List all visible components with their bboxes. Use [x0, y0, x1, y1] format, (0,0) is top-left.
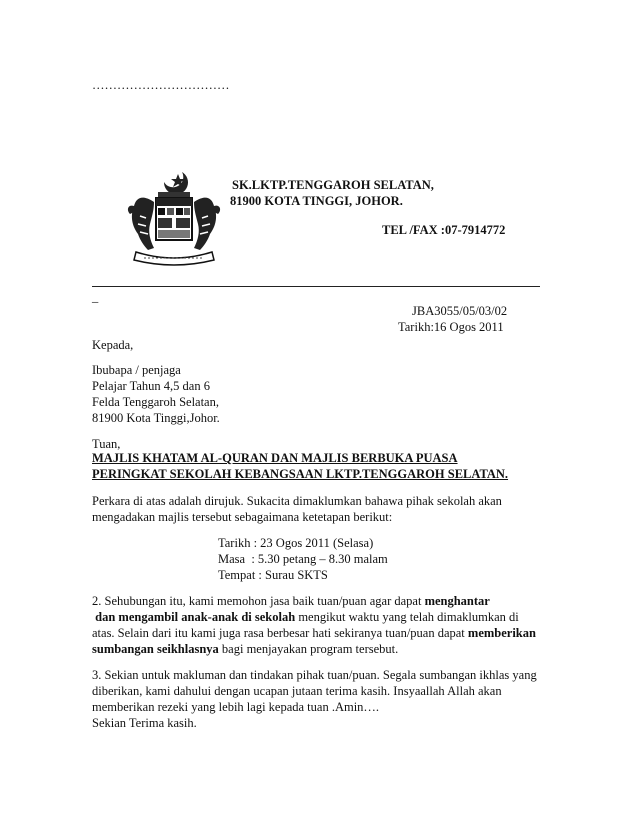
para3-line: diberikan, kami dahului dengan ucapan jutaan terima kasih. Insyaallah Allah akan — [92, 684, 502, 698]
header-dots: …………………………… — [92, 78, 230, 92]
intro-line: mengadakan majlis tersebut sebagaimana ketetapan berikut: — [92, 510, 393, 524]
recipient-line: Pelajar Tahun 4,5 dan 6 — [92, 379, 210, 393]
para2-text: mengikut waktu yang telah dimaklumkan di — [295, 610, 519, 624]
para2-bold: dan mengambil anak-anak di sekolah — [92, 610, 296, 624]
coat-of-arms-icon — [118, 168, 230, 270]
school-name: SK.LKTP.TENGGAROH SELATAN, — [232, 178, 434, 192]
para2-line2 — [92, 610, 519, 625]
detail-date: Tarikh : 23 Ogos 2011 (Selasa) — [218, 536, 374, 550]
subject-line: PERINGKAT SEKOLAH KEBANGSAAN LKTP.TENGGAROH SELATAN. — [92, 467, 509, 481]
para2-text: atas. Selain dari itu kami juga rasa berbesar hati sekiranya tuan/puan dapat — [92, 626, 468, 640]
subject-line: MAJLIS KHATAM AL-QURAN DAN MAJLIS BERBUKA PUASA — [92, 451, 458, 465]
greeting: Tuan, — [92, 437, 121, 451]
school-address: 81900 KOTA TINGGI, JOHOR. — [230, 194, 403, 208]
salutation-to: Kepada, — [92, 338, 134, 352]
header-divider — [92, 286, 540, 287]
intro-line: Perkara di atas adalah dirujuk. Sukacita dimaklumkan bahawa pihak sekolah akan — [92, 494, 502, 508]
para2-bold: menghantar — [424, 594, 490, 608]
divider-dash: _ — [92, 290, 99, 304]
detail-venue: Tempat : Surau SKTS — [218, 568, 328, 582]
para2-line4 — [92, 642, 398, 657]
detail-time: Masa : 5.30 petang – 8.30 malam — [218, 552, 388, 566]
para3-line: 3. Sekian untuk makluman dan tindakan pihak tuan/puan. Segala sumbangan ikhlas yang — [92, 668, 537, 682]
reference-number: JBA3055/05/03/02 — [412, 304, 508, 318]
recipient-line: Felda Tenggaroh Selatan, — [92, 395, 219, 409]
para3-line: memberikan rezeki yang lebih lagi kepada tuan .Amin…. — [92, 700, 380, 714]
para2-line1 — [92, 594, 490, 609]
para2-bold: memberikan — [467, 626, 536, 640]
letter-date: Tarikh:16 Ogos 2011 — [398, 320, 504, 334]
para2-text: bagi menjayakan program tersebut. — [218, 642, 399, 656]
closing-line: Sekian Terima kasih. — [92, 716, 197, 730]
para2-bold: sumbangan seikhlasnya — [92, 642, 219, 656]
recipient-line: Ibubapa / penjaga — [92, 363, 181, 377]
tel-fax: TEL /FAX :07-7914772 — [382, 223, 506, 237]
para2-line3 — [92, 626, 536, 641]
recipient-line: 81900 Kota Tinggi,Johor. — [92, 411, 220, 425]
para2-text: 2. Sehubungan itu, kami memohon jasa baik tuan/puan agar dapat — [92, 594, 425, 608]
